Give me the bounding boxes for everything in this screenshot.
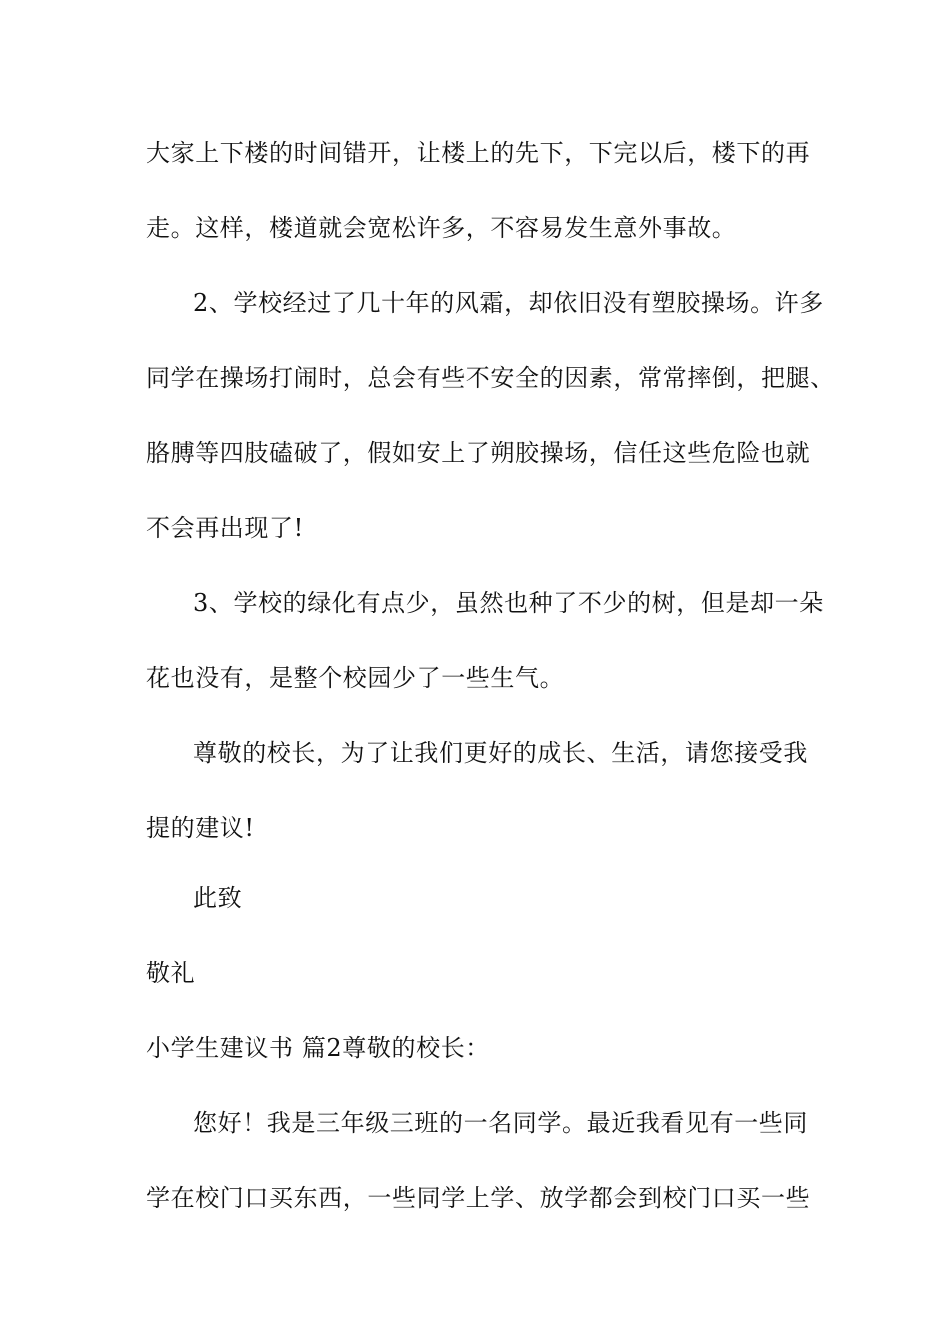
paragraph-line: 同学在操场打闹时，总会有些不安全的因素，常常摔倒，把腿、 [146,364,835,392]
closing-salutation: 敬礼 [146,959,196,987]
paragraph-line: 学在校门口买东西，一些同学上学、放学都会到校门口买一些 [146,1184,811,1212]
paragraph-line: 胳膊等四肢磕破了，假如安上了朔胶操场，信任这些危险也就 [146,439,811,467]
paragraph-line: 3、学校的绿化有点少，虽然也种了不少的树，但是却一朵 [193,589,824,617]
paragraph-line: 走。这样，楼道就会宽松许多，不容易发生意外事故。 [146,214,737,242]
paragraph-line: 不会再出现了! [146,514,304,542]
paragraph-line: 大家上下楼的时间错开，让楼上的先下，下完以后，楼下的再 [146,139,811,167]
paragraph-line: 2、学校经过了几十年的风霜，却依旧没有塑胶操场。许多 [193,289,824,317]
paragraph-line: 尊敬的校长，为了让我们更好的成长、生活，请您接受我 [193,739,808,767]
closing-salutation: 此致 [193,884,243,912]
paragraph-line: 您好！我是三年级三班的一名同学。最近我看见有一些同 [193,1109,808,1137]
paragraph-line: 提的建议! [146,814,255,842]
paragraph-line: 花也没有，是整个校园少了一些生气。 [146,664,565,692]
section-heading: 小学生建议书 篇2尊敬的校长： [146,1034,490,1062]
